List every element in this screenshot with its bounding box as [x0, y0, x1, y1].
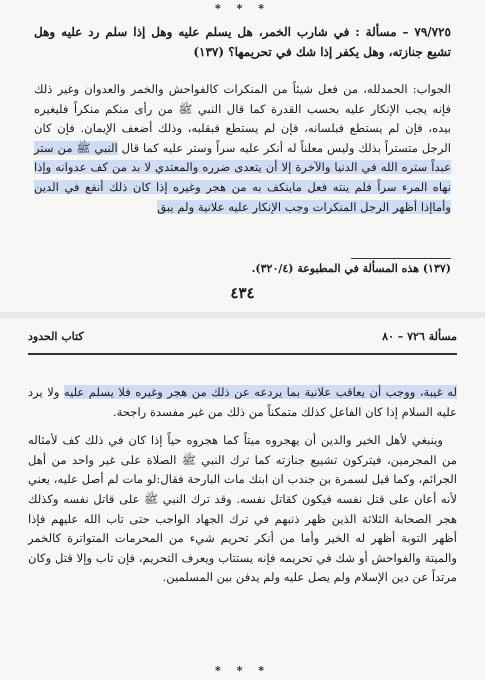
highlighted-text: له غيبة، ووجب أن يعاقب علانية بما يردعه عن ذلك من هجر وغيره فلا يسلم عليه — [63, 385, 457, 399]
question-heading: ٧٩/٧٢٥ – مسألة : في شارب الخمر، هل يسلم عليه وهل إذا سلم رد عليه وهل تشيع جنازته، وهل يكفر إذا شك في تحريمها؟ (١٣٧) — [34, 25, 451, 59]
running-header — [28, 330, 457, 346]
highlighted-text: النبي ﷺ من ستر عبداً ستره الله في الدنيا والآخرة إلا أن يتعدى ضرره والمعتدي لا بد من كف عدوانه وإذا نهاه المرء سراً فلم ينته فعل ماينكف به من هجر وغيره إذا كان ذلك أنفع في الدين وأماإذا أظهر الرجل المنكرات وجب الإنكار عليه علانية ولم يبق — [34, 140, 451, 214]
header-issue-number: مسألة ٧٢٦ – ٨٠ — [382, 330, 457, 343]
header-book-title: كتاب الحدود — [28, 330, 84, 343]
bottom-body — [28, 383, 457, 597]
top-page — [0, 0, 485, 312]
footnote-rule — [351, 258, 451, 259]
paragraph-text: ولا يرد عليه السلام إذا كان الفاعل كذلك متمكناً من ذلك من غير مفسدة راجحة. — [28, 385, 457, 419]
paragraph: وينبغي لأهل الخير والدين أن يهجروه ميتاً كما هجروه حياً إذا كان في ذلك كف لأمثاله من المجرمين، فيتركون تشييع جنازته كما ترك النبي ﷺ الصلاة على غير واحد من أهل الجرائم، وكما قيل لسمرة بن جندب ان ابنك مات البارحة فقال:لو مات لم أصل عليه، يعني لأنه أعان على قتل نفسه فيكون كقاتل نفسه. وقد ترك النبي ﷺ على قاتل نفسه وكذلك هجر الصحابة الثلاثة الذين ظهر ذنبهم في ترك الجهاد الواجب حتى تاب الله عليهم فإذا أظهر التوبة أظهر له الخير وأما من أنكر تحريم شيء من المحرمات المتواترة كالخمر والميتة والفواحش أو شك في تحريمه فإنه يستتاب ويعرف التحريم، فإن تاب وإلا قتل وكان مرتداً عن دين الإسلام ولم يصل عليه ولم يدفن بين المسلمين. — [28, 433, 457, 585]
header-rule — [28, 353, 457, 355]
answer-text — [34, 80, 451, 217]
section-stars-top: * * * — [215, 2, 270, 15]
answer-text-part: الجواب: الحمدلله، من فعل شيئاً من المنكرات كالفواحش والخمر والعدوان وغير ذلك فإنه يجب الإنكار عليه بحسب القدرة كما قال النبي ﷺ من رأى منكم منكراً فليغيره بيده، فإن لم يستطع فبلسانه، فإن لم يستطع فبقلبه، وذلك أضعف الإيمان. فإن كان الرجل متستراً بذلك وليس معلناً له أنكر عليه سراً وستر عليه كما قال — [34, 82, 451, 155]
paragraph — [28, 383, 457, 422]
section-stars-bottom: * * * — [215, 664, 270, 677]
bottom-page — [0, 318, 485, 680]
page-number: ٤٣٤ — [230, 284, 255, 302]
footnote: (١٣٧) هذه المسألة في المطبوعة (٣٢٠/٤). — [251, 262, 451, 275]
